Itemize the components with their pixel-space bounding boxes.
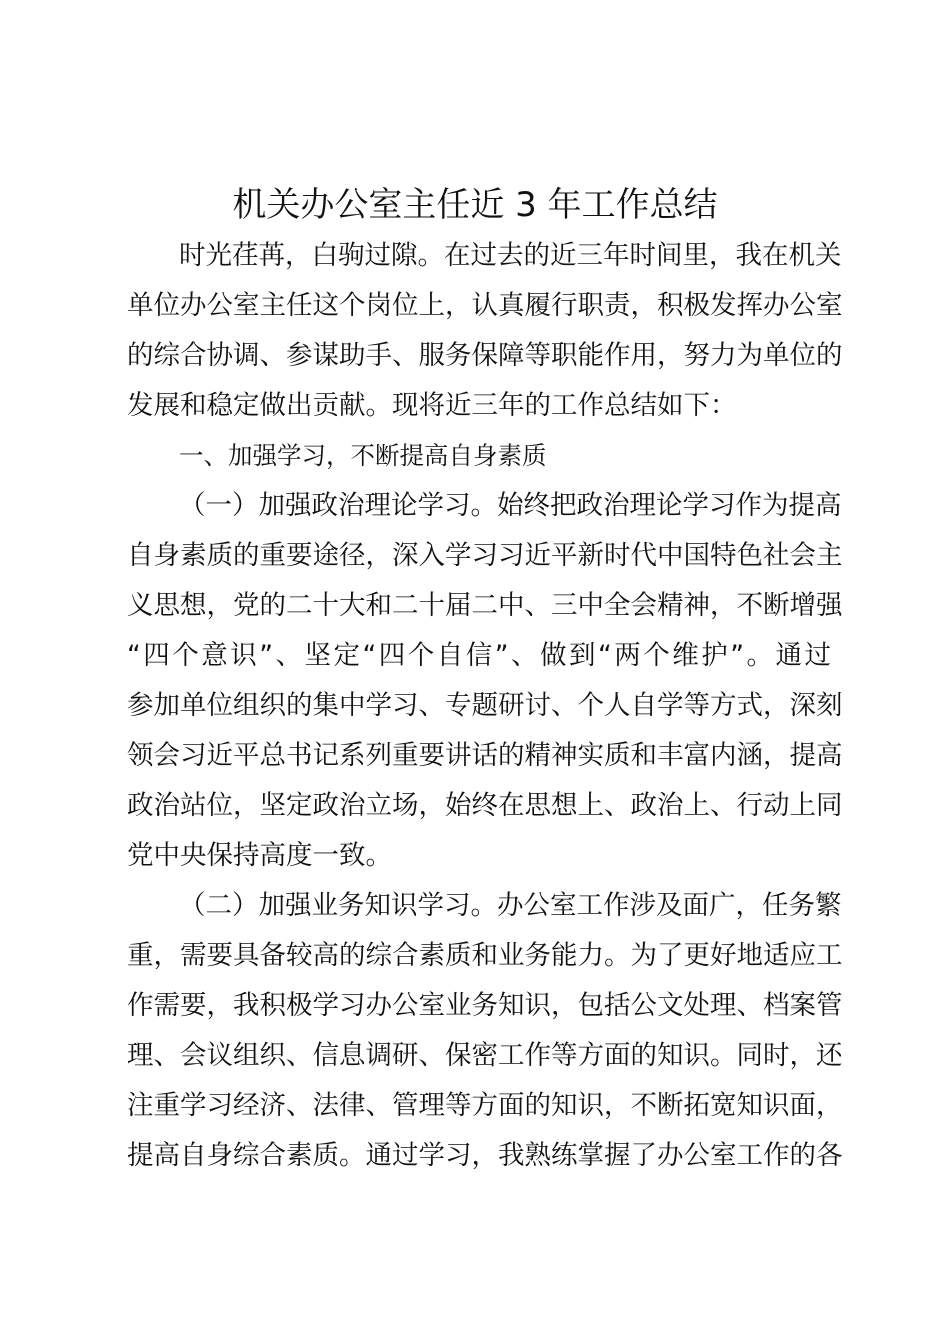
paragraph-line: 作需要，我积极学习办公室业务知识，包括公文处理、档案管 <box>127 990 843 1021</box>
paragraph-line: 的综合协调、参谋助手、服务保障等职能作用，努力为单位的 <box>127 340 843 371</box>
paragraph-line: 义思想，党的二十大和二十届二中、三中全会精神，不断增强 <box>127 590 843 621</box>
paragraph-line: “四个意识”、坚定“四个自信”、做到“两个维护”。通过 <box>127 640 831 671</box>
paragraph-line: 政治站位，坚定政治立场，始终在思想上、政治上、行动上同 <box>127 790 843 821</box>
paragraph-line: 领会习近平总书记系列重要讲话的精神实质和丰富内涵，提高 <box>127 740 843 771</box>
paragraph-line: （一）加强政治理论学习。始终把政治理论学习作为提高 <box>179 490 842 521</box>
paragraph-line: 重，需要具备较高的综合素质和业务能力。为了更好地适应工 <box>127 940 843 971</box>
paragraph-line: 提高自身综合素质。通过学习，我熟练掌握了办公室工作的各 <box>127 1140 843 1171</box>
paragraph-line: 时光荏苒，白驹过隙。在过去的近三年时间里，我在机关 <box>179 240 842 271</box>
document-body <box>127 231 843 1181</box>
paragraph-line: 理、会议组织、信息调研、保密工作等方面的知识。同时，还 <box>127 1040 843 1071</box>
paragraph-line: 注重学习经济、法律、管理等方面的知识，不断拓宽知识面， <box>127 1090 843 1121</box>
section-heading: 一、加强学习，不断提高自身素质 <box>179 441 547 470</box>
paragraph-line: 单位办公室主任这个岗位上，认真履行职责，积极发挥办公室 <box>127 290 843 321</box>
paragraph-line: （二）加强业务知识学习。办公室工作涉及面广，任务繁 <box>179 890 842 921</box>
document-title: 机关办公室主任近 3 年工作总结 <box>232 185 718 225</box>
paragraph-line: 发展和稳定做出贡献。现将近三年的工作总结如下： <box>127 390 737 421</box>
paragraph-line: 自身素质的重要途径，深入学习习近平新时代中国特色社会主 <box>127 540 843 571</box>
paragraph-line: 参加单位组织的集中学习、专题研讨、个人自学等方式，深刻 <box>127 690 843 721</box>
paragraph-line: 党中央保持高度一致。 <box>127 840 392 871</box>
